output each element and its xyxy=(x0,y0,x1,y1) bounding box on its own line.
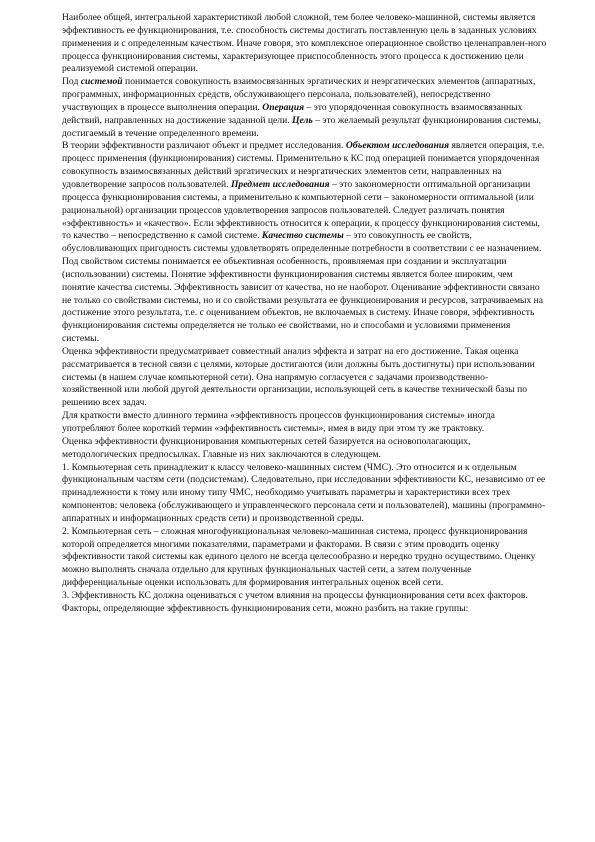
list-item-3 xyxy=(62,590,548,603)
text-segment: 3. Эффективность КС должна оцениваться с учетом влияния на процессы функционирования сети всех факторов. xyxy=(62,589,528,601)
paragraph-term-brevity xyxy=(62,410,548,436)
text-segment: Оценка эффективности предусматривает совместный анализ эффекта и затрат на его достижение. Такая оценка рассматривается в тесной связи с целями, которые достигаются (или должны быть достигнуты) при использовании системы (в нашем случае компьютерной сети). Она напрямую согласуется с задачами производственно-хозяйственной или любой другой деятельности организации, использующей сеть в качестве технической базы по решению всех задач. xyxy=(62,345,535,409)
term-subject-of-research: Предмет исследования xyxy=(230,178,330,190)
text-segment: понимается совокупность взаимосвязанных эргатических и неэргатических элементов (аппаратных, программных, информационных средств, обслуживающего персонала, пользователей), непосредственно участвующих в процессе выполнения операции. xyxy=(62,76,536,113)
paragraph-methodology-intro xyxy=(62,436,548,462)
text-segment: Оценка эффективности функционирования компьютерных сетей базируется на основополагающих, методологических предпосылках. Главные из них заключаются в следующем. xyxy=(62,435,471,460)
text-segment: 2. Компьютерная сеть – сложная многофункциональная человеко-машинная система, процесс функционирования которой определяется многими показателями, параметрами и факторами. В связи с этим проводить оценку эффективности такой системы как единого целого не всегда целесообразно и нередко трудно осуществимо. Оценку можно выполнять сначала отдельно для крупных функциональных частей сети, а затем полученные дифференциальные оценки использовать для формирования интегральных оценок всей сети. xyxy=(62,525,536,589)
list-item-1 xyxy=(62,462,548,526)
text-segment: – это закономерности оптимальной организации процесса функционирования системы, а применительно к компьютерной сети – закономерности оптимальной (или рациональной) организации процессов удовлетворения запросов пользователей. Следует различать понятия «эффективность» и «качество». Если эффективность относится к операции, к процессу функционирования системы, то качество – непосредственно к самой системе. xyxy=(62,178,540,242)
term-system-quality: Качество системы xyxy=(261,230,344,242)
text-segment: 1. Компьютерная сеть принадлежит к классу человеко-машинных систем (ЧМС). Это относится и к отдельным функциональным частям сети (подсистемам). Следовательно, при исследовании эффективности КС, независимо от ее принадлежности к тому или иному типу ЧМС, необходимо учитывать параметры и характеристики всех трех компонентов: человека (обслуживающего и управленческого персонала сети и пользователей), машины (программно-аппаратных и информационных средств сети) и производственной среды. xyxy=(62,461,546,524)
text-segment: Для краткости вместо длинного термина «эффективность процессов функционирования системы» иногда употребляют более короткий термин «эффективность системы», имея в виду при этом ту же трактовку. xyxy=(62,410,495,434)
text-segment: Наиболее общей, интегральной характеристикой любой сложной, тем более человеко-машинной, системы является эффективность ее функционирования, т.е. способность системы достигать поставленную цель в заданных условиях применения и с определенным качеством. Иначе говоря, это комплексное операционное свойство целенаправлен-ного процесса функционирования системы, характеризующее приспособленность этого процесса к достижению цели реализуемой системой операции. xyxy=(62,12,547,75)
text-segment: – это желаемый результат функционирования системы, достигаемый в течение определенного времени. xyxy=(62,114,541,139)
paragraph-object-subject xyxy=(62,140,548,346)
paragraph-system-definition xyxy=(62,76,548,140)
text-segment: Под xyxy=(62,76,81,88)
term-system: системой xyxy=(80,76,123,88)
term-goal: Цель xyxy=(292,114,313,126)
paragraph-factors-intro xyxy=(62,603,548,616)
document-page xyxy=(62,12,548,616)
text-segment: является операция, т.е. процесс применения (функционирования) системы. Применительно к КС под операцией понимается упорядоченная совокупность взаимосвязанных действий эргатических и неэргатических элементов сети, направленных на удовлетворение запросов пользователей. xyxy=(62,140,545,190)
text-segment: В теории эффективности различают объект и предмет исследования. xyxy=(62,140,346,152)
text-segment: – это упорядоченная совокупность взаимосвязанных действий, направленных на достижение заданной цели. xyxy=(62,101,523,126)
paragraph-efficiency-definition xyxy=(62,12,548,76)
term-object-of-research: Объектом исследования xyxy=(345,140,450,152)
list-item-2 xyxy=(62,526,548,590)
text-segment: – это совокупность ее свойств, обусловливающих пригодность системы удовлетворять определенные потребности в соответствии с ее назначением. Под свойством системы понимается ее объективная особенность, проявляемая при создании и эксплуатации (использовании) системы. Понятие эффективности функционирования системы является более широким, чем понятие качества системы. Эффективность зависит от качества, но не наоборот. Оценивание эффективности связано не только со свойствами системы, но и со свойствами результата ее функционирования и ресурсов, затрачиваемых на достижение этого результата, т.е. с оцениванием объектов, не включаемых в систему. Иначе говоря, эффективность функционирования системы определяется не только ее свойствами, но и способами и условиями применения системы. xyxy=(62,230,544,345)
paragraph-efficiency-assessment xyxy=(62,346,548,410)
text-segment: Факторы, определяющие эффективность функционирования сети, можно разбить на такие группы: xyxy=(62,602,469,614)
term-operation: Операция xyxy=(262,101,305,113)
